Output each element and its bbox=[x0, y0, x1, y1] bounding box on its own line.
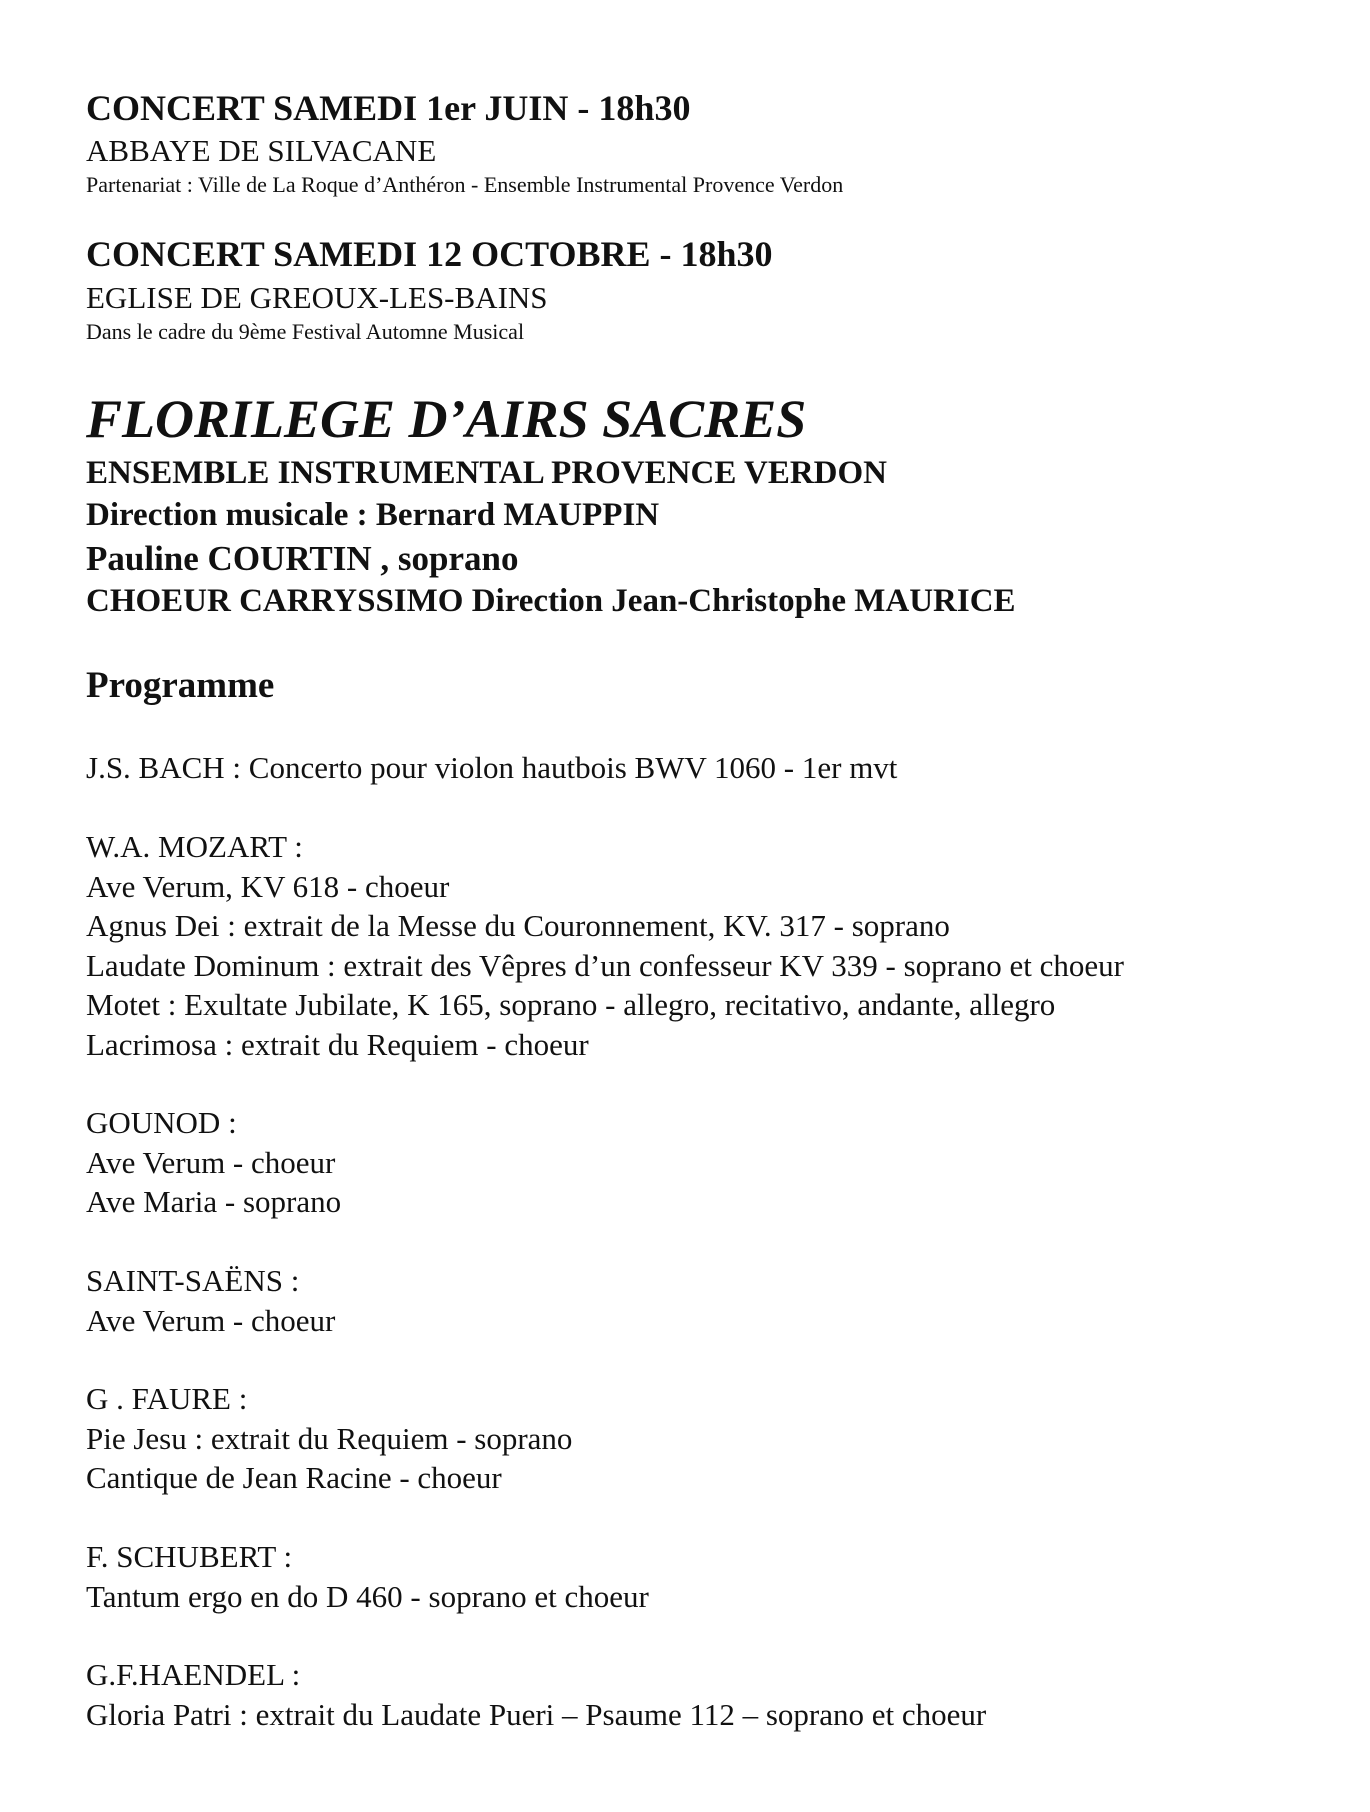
credit-direction: Direction musicale : Bernard MAUPPIN bbox=[86, 497, 660, 533]
composer-haendel: G.F.HAENDEL : bbox=[86, 1657, 301, 1692]
work-item: Cantique de Jean Racine - choeur bbox=[86, 1460, 502, 1495]
composer-gounod: GOUNOD : bbox=[86, 1105, 237, 1140]
composer-saint-saens: SAINT-SAËNS : bbox=[86, 1263, 300, 1298]
work-item: Ave Maria - soprano bbox=[86, 1184, 342, 1219]
composer-mozart: W.A. MOZART : bbox=[86, 829, 303, 864]
work-item: Laudate Dominum : extrait des Vêpres d’un confesseur KV 339 - soprano et choeur bbox=[86, 948, 1124, 983]
work-item: Ave Verum - choeur bbox=[86, 1303, 336, 1338]
work-item: Gloria Patri : extrait du Laudate Pueri – Psaume 112 – soprano et choeur bbox=[86, 1697, 987, 1732]
credit-choir: CHOEUR CARRYSSIMO Direction Jean-Christophe MAURICE bbox=[86, 583, 1016, 619]
credit-ensemble: ENSEMBLE INSTRUMENTAL PROVENCE VERDON bbox=[86, 455, 887, 491]
programme-heading: Programme bbox=[86, 665, 275, 706]
work-item: Motet : Exultate Jubilate, K 165, soprano - allegro, recitativo, andante, allegro bbox=[86, 987, 1056, 1022]
work-item: Ave Verum - choeur bbox=[86, 1145, 336, 1180]
concert-1-venue: ABBAYE DE SILVACANE bbox=[86, 133, 437, 168]
work-item: Lacrimosa : extrait du Requiem - choeur bbox=[86, 1027, 589, 1062]
main-title: FLORILEGE D’AIRS SACRES bbox=[86, 389, 807, 449]
concert-2-note: Dans le cadre du 9ème Festival Automne Musical bbox=[86, 319, 525, 344]
composer-schubert: F. SCHUBERT : bbox=[86, 1539, 293, 1574]
concert-1-heading: CONCERT SAMEDI 1er JUIN - 18h30 bbox=[86, 88, 691, 128]
work-item: Agnus Dei : extrait de la Messe du Couronnement, KV. 317 - soprano bbox=[86, 908, 950, 943]
concert-1-note: Partenariat : Ville de La Roque d’Anthéron - Ensemble Instrumental Provence Verdon bbox=[86, 172, 844, 197]
work-item: Pie Jesu : extrait du Requiem - soprano bbox=[86, 1421, 573, 1456]
work-item: Tantum ergo en do D 460 - soprano et choeur bbox=[86, 1579, 649, 1614]
programme-bach: J.S. BACH : Concerto pour violon hautbois BWV 1060 - 1er mvt bbox=[86, 750, 898, 785]
concert-2-heading: CONCERT SAMEDI 12 OCTOBRE - 18h30 bbox=[86, 234, 773, 274]
concert-2-venue: EGLISE DE GREOUX-LES-BAINS bbox=[86, 280, 548, 315]
work-item: Ave Verum, KV 618 - choeur bbox=[86, 869, 450, 904]
credit-soloist: Pauline COURTIN , soprano bbox=[86, 539, 519, 578]
composer-faure: G . FAURE : bbox=[86, 1381, 248, 1416]
